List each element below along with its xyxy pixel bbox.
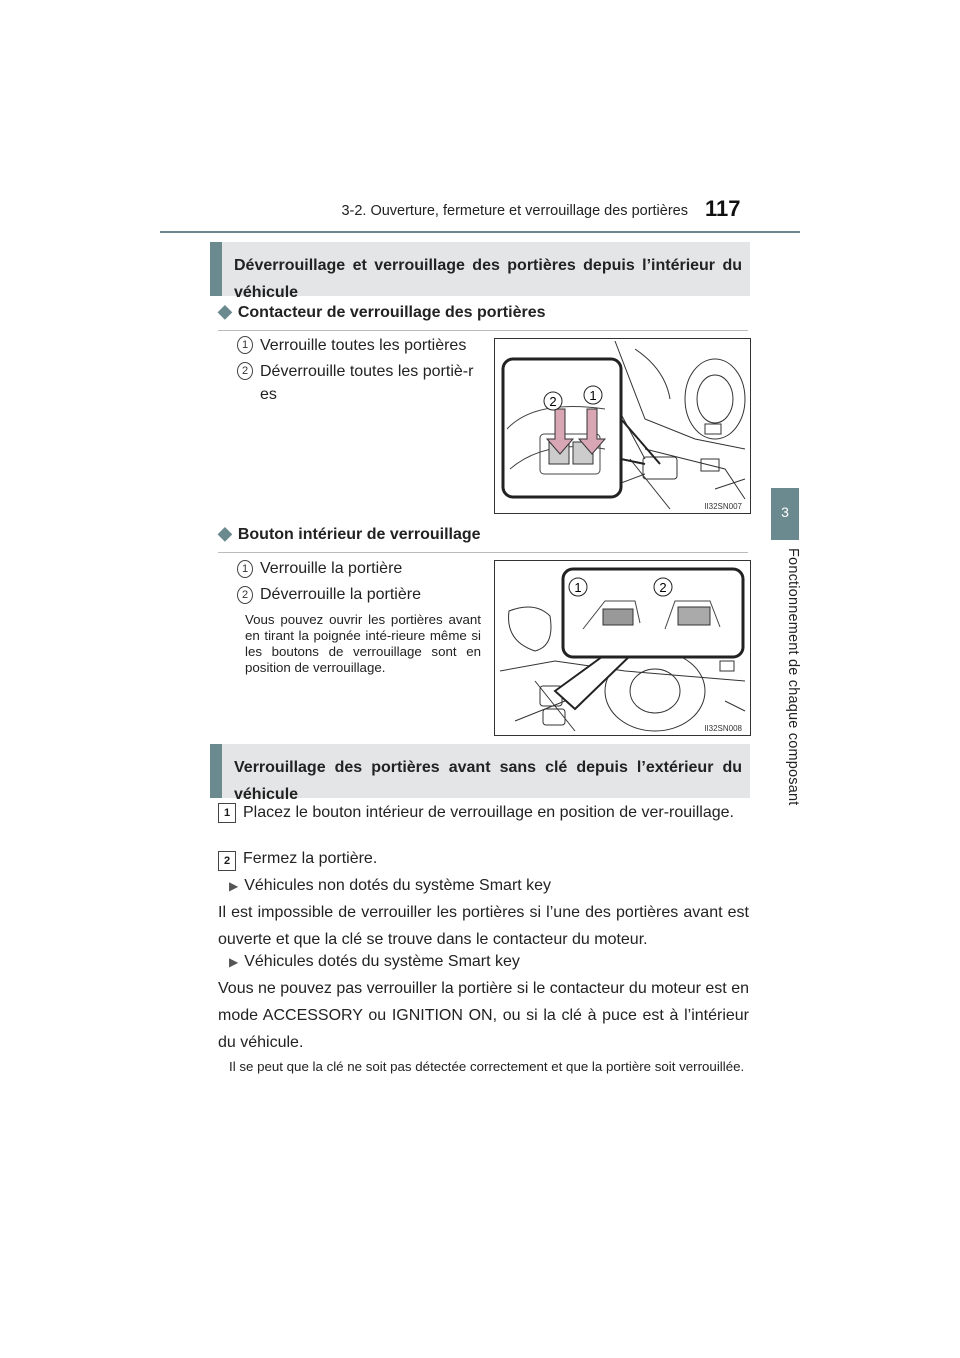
illustration-door-lock-switch xyxy=(494,338,751,514)
page-number: 117 xyxy=(705,196,741,221)
diamond-icon: ◆ xyxy=(218,301,232,321)
item-lock-all: Verrouille toutes les portières xyxy=(260,337,467,354)
step-number-1: 1 xyxy=(218,803,236,823)
section-title-interior-lock: Déverrouillage et verrouillage des portières depuis l’intérieur du véhicule xyxy=(210,242,750,296)
figure-code-2: II32SN008 xyxy=(704,724,742,733)
case-smart-key xyxy=(229,948,749,976)
subsection-door-lock-switch xyxy=(218,301,748,331)
fig1-label-2: 2 xyxy=(549,394,557,409)
interior-lock-note: Vous pouvez ouvrir les portières avant en tirant la poignée inté-rieure même si les boutons de verrouillage sont en position de verrouillage. xyxy=(245,612,481,675)
item-unlock-door: Déverrouille la portière xyxy=(260,586,421,603)
callout-number-1: 1 xyxy=(237,560,253,578)
chapter-title: 3-2. Ouverture, fermeture et verrouillage des portières xyxy=(341,203,688,219)
fig2-label-1: 1 xyxy=(574,580,582,595)
callout-number-2: 2 xyxy=(237,586,253,604)
callout-box xyxy=(563,569,743,657)
section-title-keyless-lock: Verrouillage des portières avant sans clé depuis l’extérieur du véhicule xyxy=(210,744,750,798)
callout-number-1: 1 xyxy=(237,336,253,354)
illustration-interior-lock-button xyxy=(494,560,751,736)
subsection-interior-lock-button xyxy=(218,523,748,553)
callout-number-2: 2 xyxy=(237,362,253,380)
door-lock-switch-drawing xyxy=(495,339,750,513)
fig2-label-2: 2 xyxy=(659,580,667,595)
interior-lock-drawing xyxy=(495,561,750,735)
triangle-bullet-icon: ▶ xyxy=(229,879,239,893)
step-number-2: 2 xyxy=(218,851,236,871)
chapter-tab-number: 3 xyxy=(781,504,789,520)
triangle-bullet-icon: ▶ xyxy=(229,955,239,969)
fig1-label-1: 1 xyxy=(589,388,597,403)
subsection-title: Bouton intérieur de verrouillage xyxy=(237,526,481,543)
diamond-icon: ◆ xyxy=(218,523,232,543)
item-lock-door: Verrouille la portière xyxy=(260,560,403,577)
case-no-smart-key-text: Il est impossible de verrouiller les portières si l’une des portières avant est ouverte et que la clé se trouve dans le contacteur du moteur. xyxy=(218,904,749,948)
case-label: Véhicules non dotés du système Smart key xyxy=(244,877,552,894)
subsection-title: Contacteur de verrouillage des portières xyxy=(237,304,546,321)
case-no-smart-key xyxy=(229,872,749,900)
chapter-side-label: Fonctionnement de chaque composant xyxy=(785,548,801,806)
header-rule xyxy=(160,231,800,233)
step-1-text: Placez le bouton intérieur de verrouillage en position de ver-rouillage. xyxy=(243,804,734,821)
step-2-text: Fermez la portière. xyxy=(243,850,378,867)
item-unlock-all: Déverrouille toutes les portiè-res xyxy=(260,363,474,403)
figure-code-1: II32SN007 xyxy=(704,502,742,511)
case-smart-key-text: Vous ne pouvez pas verrouiller la portière si le contacteur du moteur est en mode ACCESSORY ou IGNITION ON, ou si la clé à puce est à l’intérieur du véhicule. xyxy=(218,980,749,1051)
smart-key-note: Il se peut que la clé ne soit pas détectée correctement et que la portière soit verrouillée. xyxy=(229,1059,745,1074)
case-label: Véhicules dotés du système Smart key xyxy=(244,953,520,970)
